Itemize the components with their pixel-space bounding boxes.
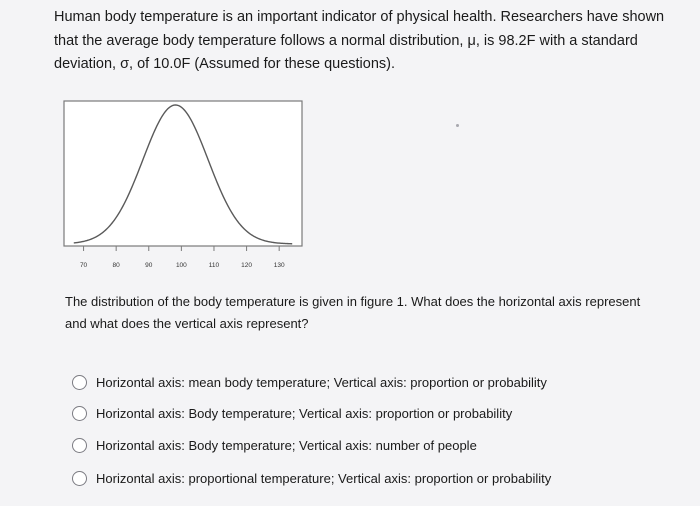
- radio-button[interactable]: [72, 375, 87, 390]
- answer-option-4[interactable]: [72, 468, 551, 488]
- question-intro: Human body temperature is an important indicator of physical health. Researchers have shown that the average body temperature follows a normal distribution, μ, is 98.2F with a standard deviation, σ, of 10.0F (Assumed for these questions).: [54, 9, 665, 72]
- answer-option-label: Horizontal axis: mean body temperature; Vertical axis: proportion or probability: [96, 374, 547, 390]
- answer-option-label: Horizontal axis: proportional temperature; Vertical axis: proportion or probability: [96, 470, 552, 486]
- radio-button[interactable]: [72, 471, 87, 486]
- answer-option-label: Horizontal axis: Body temperature; Vertical axis: number of people: [96, 437, 477, 453]
- x-tick-label: 80: [112, 262, 120, 269]
- plot-frame: [64, 101, 302, 246]
- figure-1-chart: [58, 98, 308, 276]
- radio-button[interactable]: [72, 438, 87, 453]
- x-tick-label: 70: [79, 262, 88, 269]
- x-tick-label: 90: [145, 262, 153, 269]
- stray-dot: [456, 124, 459, 127]
- answer-option-label: Horizontal axis: Body temperature; Vertical axis: proportion or probability: [96, 405, 513, 421]
- normal-distribution-plot: [58, 98, 308, 276]
- radio-button[interactable]: [72, 406, 87, 421]
- question-prompt: The distribution of the body temperature is given in figure 1. What does the horizontal axis represent and what does the vertical axis represent?: [65, 294, 641, 331]
- answer-option-3[interactable]: [72, 435, 477, 455]
- x-tick-label: 100: [175, 262, 187, 269]
- x-tick-label: 130: [273, 262, 285, 269]
- x-tick-label: 110: [208, 262, 220, 269]
- answer-option-1[interactable]: [72, 372, 547, 392]
- x-tick-label: 120: [241, 262, 253, 269]
- answer-option-2[interactable]: [72, 403, 512, 423]
